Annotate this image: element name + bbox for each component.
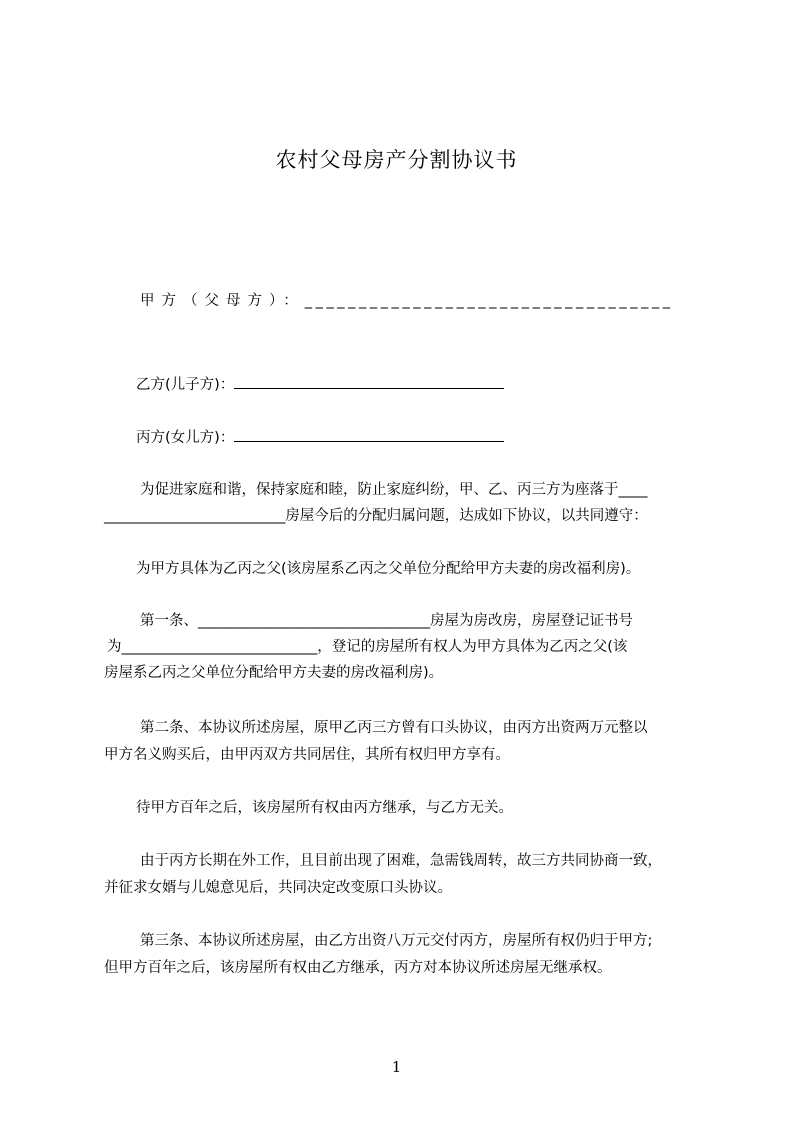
intro-paragraph-line-2: _________________________房屋今后的分配归属问题，达成如下协议，以共同遵守： xyxy=(104,508,648,524)
article-3-line-1: 第三条、本协议所述房屋，由乙方出资八万元交付丙方，房屋所有权仍归于甲方; xyxy=(140,933,653,949)
party-b-label: 乙方(儿子方)： xyxy=(136,377,235,393)
article-2-line-2: 甲方名义购买后，由甲丙双方共同居住，其所有权归甲方享有。 xyxy=(104,747,510,763)
party-a-label: 甲方（父母方）： xyxy=(140,293,305,309)
article-1-line-1: 第一条、________________________________房屋为房改房，房屋登记证书号 xyxy=(140,613,633,629)
party-b-line xyxy=(136,373,504,394)
article-3-line-2: 但甲方百年之后，该房屋所有权由乙方继承，丙方对本协议所述房屋无继承权。 xyxy=(104,960,612,976)
intro-paragraph-line-1: 为促进家庭和谐，保持家庭和睦，防止家庭纠纷，甲、乙、丙三方为座落于____ xyxy=(140,482,648,498)
document-title: 农村父母房产分割协议书 xyxy=(275,148,518,172)
party-c-label: 丙方(女儿方)： xyxy=(136,430,235,446)
party-b-blank xyxy=(234,373,504,389)
clarify-paragraph: 为甲方具体为乙丙之父(该房屋系乙丙之父单位分配给甲方夫妻的房改福利房)。 xyxy=(136,561,641,577)
article-2-line-1: 第二条、本协议所述房屋，原甲乙丙三方曾有口头协议，由丙方出资两万元整以 xyxy=(140,720,648,736)
article-1-line-3: 房屋系乙丙之父单位分配给甲方夫妻的房改福利房)。 xyxy=(104,665,444,681)
reason-paragraph-line-2: 并征求女婿与儿媳意见后，共同决定改变原口头协议。 xyxy=(104,880,452,896)
party-a-line xyxy=(140,292,674,310)
party-a-blank: __________________________________ xyxy=(304,293,674,309)
party-c-line xyxy=(136,426,504,447)
reason-paragraph-line-1: 由于丙方长期在外工作，且目前出现了困难，急需钱周转，故三方共同协商一致， xyxy=(140,853,662,869)
inheritance-paragraph: 待甲方百年之后，该房屋所有权由丙方继承，与乙方无关。 xyxy=(136,800,513,816)
page-number: 1 xyxy=(391,1058,402,1076)
article-1-line-2: 为___________________________，登记的房屋所有权人为甲方具体为乙丙之父(该 xyxy=(107,639,628,655)
party-c-blank xyxy=(234,426,504,442)
